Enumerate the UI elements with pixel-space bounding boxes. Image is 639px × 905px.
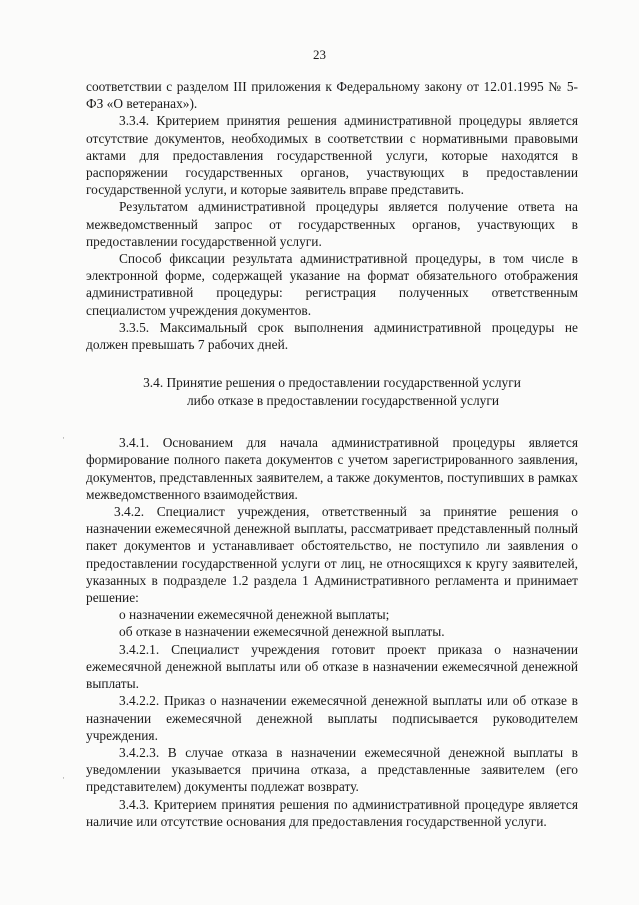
page-number: 23 (313, 47, 326, 62)
paragraph: Способ фиксации результата административной процедуры, в том числе в электронной форме, содержащей указание на формат обязательного отображения административной процедуры: регистрация полученных ответственным специалистом учреждения документов. (86, 251, 578, 318)
section-heading-line-1: 3.4. Принятие решения о предоставлении государственной услуги (143, 375, 521, 391)
paragraph: 3.3.5. Максимальный срок выполнения административной процедуры не должен превышать 7 рабочих дней. (86, 319, 578, 353)
paragraph: 3.3.4. Критерием принятия решения административной процедуры является отсутствие документов, необходимых в соответствии с нормативными правовыми актами для предоставления государственной услуги, которые находятся в распоряжении государственных органов, участвующих в предоставлении государственной услуги, и которые заявитель вправе представить. (86, 113, 578, 198)
document-body (86, 78, 578, 830)
section-3-4-body (86, 434, 578, 830)
paragraph: 3.4.3. Критерием принятия решения по административной процедуре является наличие или отсутствие основания для предоставления государственной услуги. (86, 796, 578, 829)
paragraph: 3.4.2.2. Приказ о назначении ежемесячной денежной выплаты или об отказе в назначении ежемесячной денежной выплаты подписывается руководителем учреждения. (86, 693, 578, 743)
paragraph: 3.4.2.3. В случае отказа в назначении ежемесячной денежной выплаты в уведомлении указывается причина отказа, а представленные заявителем (его представителем) документы подлежат возврату. (86, 744, 578, 795)
section-3-3-continuation (86, 78, 578, 353)
paragraph: 3.4.1. Основанием для начала административной процедуры является формирование полного пакета документов с учетом зарегистрированного заявления, документов, представленных заявителем, а также документов, поступивших в рамках межведомственного взаимодействия. (86, 435, 578, 502)
paragraph: соответствии с разделом III приложения к Федеральному закону от 12.01.1995 № 5-ФЗ «О ветеранах»). (86, 79, 578, 112)
paragraph: Результатом административной процедуры является получение ответа на межведомственный запрос от государственных органов, участвующих в предоставлении государственной услуги. (86, 199, 578, 249)
paragraph: о назначении ежемесячной денежной выплаты; (119, 607, 390, 623)
section-heading (86, 374, 578, 410)
margin-mark: · (62, 433, 65, 443)
section-heading-line-2: либо отказе в предоставлении государственной услуги (186, 393, 500, 409)
margin-mark: · (62, 773, 65, 783)
paragraph: 3.4.2.1. Специалист учреждения готовит проект приказа о назначении ежемесячной денежной выплаты или об отказе в назначении ежемесячной денежной выплаты. (86, 641, 578, 692)
paragraph: 3.4.2. Специалист учреждения, ответственный за принятие решения о назначении ежемесячной денежной выплаты, рассматривает представленный полный пакет документов и устанавливает обстоятельство, не поступило ли заявления о предоставлении государственной услуги от лиц, не относящихся к кругу заявителей, указанных в подразделе 1.2 раздела 1 Административного регламента и принимает решение: (86, 504, 578, 606)
paragraph: об отказе в назначении ежемесячной денежной выплаты. (119, 624, 445, 640)
